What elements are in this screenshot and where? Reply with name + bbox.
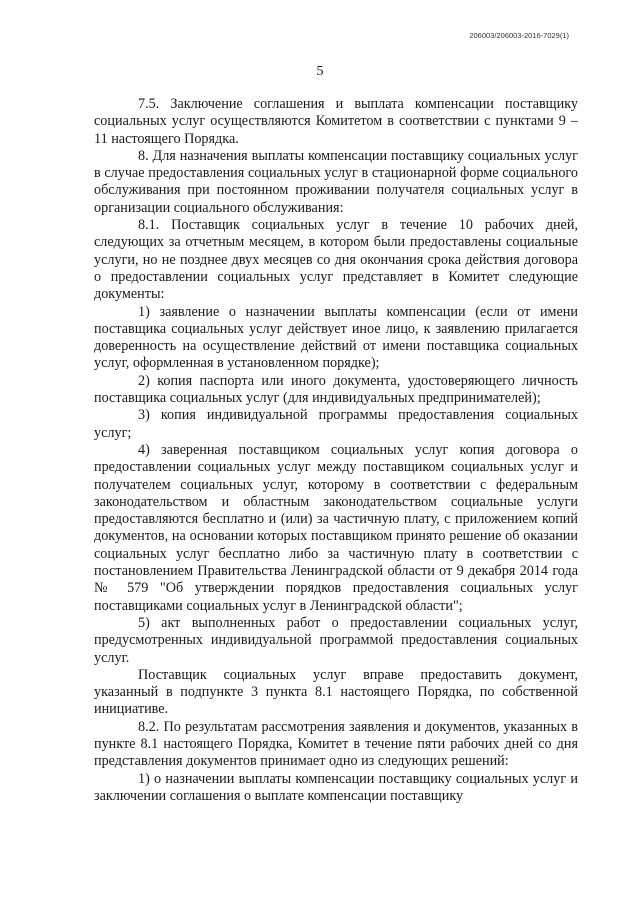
paragraph-8: 8. Для назначения выплаты компенсации поставщику социальных услуг в случае предоставления социальных услуг в стационарной форме социального обслуживания при постоянном проживании получателя социальных услуг в организации социального обслуживания: (94, 147, 578, 216)
paragraph-7-5: 7.5. Заключение соглашения и выплата компенсации поставщику социальных услуг осуществляются Комитетом в соответствии с пунктами 9 – 11 настоящего Порядка. (94, 96, 578, 147)
list-item-work-act: 5) акт выполненных работ о предоставлении социальных услуг, предусмотренных индивидуальной программой предоставления социальных услуг. (94, 614, 578, 666)
document-body (94, 96, 578, 805)
list-item-application: 1) заявление о назначении выплаты компенсации (если от имени поставщика социальных услуг действует иное лицо, к заявлению прилагается доверенность на осуществление действий от имени поставщика социальных услуг, оформленная в установленном порядке); (94, 303, 578, 372)
paragraph-own-initiative: Поставщик социальных услуг вправе предоставить документ, указанный в подпункте 3 пункта 8.1 настоящего Порядка, по собственной инициативе. (94, 666, 578, 718)
paragraph-8-2: 8.2. По результатам рассмотрения заявления и документов, указанных в пункте 8.1 настоящего Порядка, Комитет в течение пяти рабочих дней со дня представления документов принимает одно из следующих решений: (94, 718, 578, 770)
list-item-passport-copy: 2) копия паспорта или иного документа, удостоверяющего личность поставщика социальных услуг (для индивидуальных предпринимателей); (94, 372, 578, 407)
list-item-contract-copy: 4) заверенная поставщиком социальных услуг копия договора о предоставлении социальных услуг между поставщиком социальных услуг и получателем социальных услуг, которому в соответствии с федеральным законодательством и областным законодательством социальные услуги предоставляются бесплатно и (или) за частичную плату, с приложением копий документов, на основании которых поставщиком принято решение об оказании социальных услуг бесплатно либо за частичную плату в соответствии с постановлением Правительства Ленинградской области от 9 декабря 2014 года № 579 "Об утверждении порядков предоставления социальных услуг поставщиками социальных услуг в Ленинградской области"; (94, 441, 578, 614)
paragraph-8-1: 8.1. Поставщик социальных услуг в течение 10 рабочих дней, следующих за отчетным месяцем, в котором были предоставлены социальные услуги, но не позднее двух месяцев со дня окончания срока действия договора о предоставлении социальных услуг представляет в Комитет следующие документы: (94, 217, 578, 303)
decision-item-1: 1) о назначении выплаты компенсации поставщику социальных услуг и заключении соглашения о выплате компенсации поставщику (94, 770, 578, 804)
page-number: 5 (316, 64, 324, 79)
document-registration-number: 206003/206003-2016-7029(1) (469, 31, 569, 40)
list-item-individual-program: 3) копия индивидуальной программы предоставления социальных услуг; (94, 407, 578, 441)
